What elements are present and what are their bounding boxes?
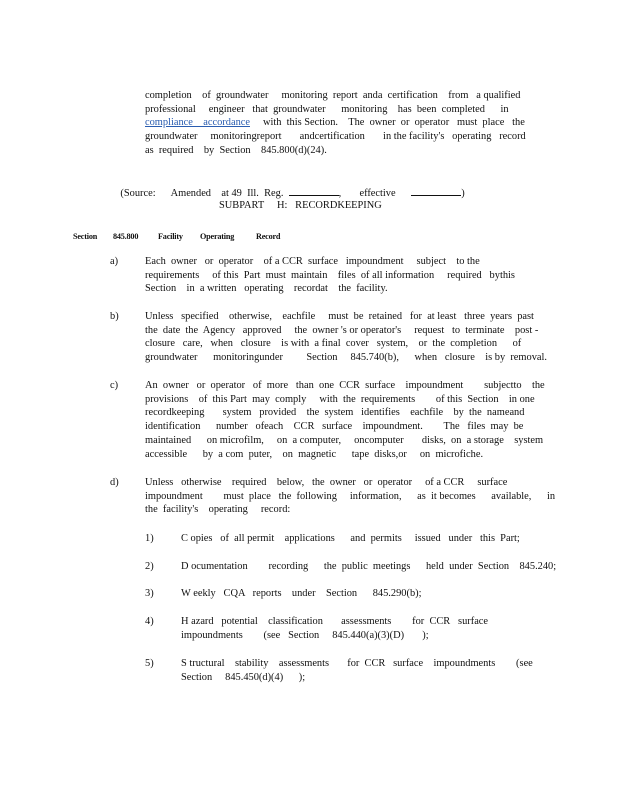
item-4-label: 4) — [145, 616, 154, 627]
section-heading — [0, 230, 618, 242]
text-line: groundwater monitoringreport andcertification in the facility's operating record — [145, 131, 526, 143]
subpart-title: SUBPART H: RECORDKEEPING — [219, 200, 382, 211]
text-line — [145, 116, 540, 130]
text-line: Section in a written operating recordat the facility. — [145, 283, 388, 295]
paragraph-c-label: c) — [110, 380, 119, 391]
paragraph-b — [145, 310, 547, 365]
paragraph-a — [145, 255, 540, 296]
item-2-label: 2) — [145, 561, 154, 572]
text-line: recordkeeping system provided the system identifies eachfile by the nameand — [145, 407, 525, 419]
amended-text: Amended at 49 Ill. Reg. — [170, 187, 284, 199]
item-3-label: 3) — [145, 588, 154, 599]
text-line: S tructural stability assessments for CCR surface impoundments (see — [181, 658, 533, 669]
text-line: Section 845.450(d)(4) ); — [181, 671, 306, 683]
text-line: impoundment must place the following information, as it becomes available, in — [145, 490, 556, 502]
paragraph-d-label: d) — [110, 477, 119, 488]
item-4 — [181, 615, 541, 642]
item-3 — [181, 587, 541, 601]
text-line: An owner or operator of more than one CCR surface impoundment subjectto the — [145, 380, 545, 391]
text-line: D ocumentation recording the public meetings held under Section 845.240; — [181, 561, 557, 572]
heading-word-record: Record — [256, 232, 281, 241]
text-line: Unless specified otherwise, eachfile must be retained for at least three years past — [145, 311, 534, 322]
effective-label: effective — [359, 187, 396, 199]
paragraph-b-label: b) — [110, 311, 119, 322]
item-1-label: 1) — [145, 533, 154, 544]
text-line: the facility's operating record: — [145, 504, 291, 516]
close-paren: ) — [461, 187, 465, 199]
text-line: impoundments (see Section 845.440(a)(3)(D) ); — [181, 629, 429, 641]
reg-blank — [289, 186, 339, 196]
section-number: 845.800 — [113, 232, 139, 241]
text-line: groundwater monitoringunder Section 845.740(b), when closure is by removal. — [145, 352, 547, 364]
text-line: as required by Section 845.800(d)(24). — [145, 144, 327, 156]
item-5 — [181, 657, 541, 684]
item-5-label: 5) — [145, 658, 154, 669]
text-line: professional engineer that groundwater monitoring has been completed in — [145, 103, 509, 115]
paragraph-c — [145, 379, 545, 461]
comma: , — [338, 187, 342, 199]
effective-blank — [411, 186, 461, 196]
text-line: requirements of this Part must maintain files of all information required bythis — [145, 269, 515, 281]
text-line: W eekly CQA reports under Section 845.290(b); — [181, 588, 422, 599]
text-line: C opies of all permit applications and permits issued under this Part; — [181, 533, 520, 544]
heading-word-facility: Facility — [158, 232, 183, 241]
text-line: maintained on microfilm, on a computer, oncomputer disks, on a storage system — [145, 434, 544, 446]
text-line: closure care, when closure is with a final cover system, or the completion of — [145, 338, 522, 350]
text-line: the date the Agency approved the owner 's or operator's request to terminate post - — [145, 324, 539, 336]
heading-word-operating: Operating — [200, 232, 235, 241]
top-paragraph — [145, 89, 540, 158]
item-2 — [181, 560, 557, 574]
paragraph-a-label: a) — [110, 256, 119, 267]
text-line: completion of groundwater monitoring report anda certification from a qualified — [145, 90, 521, 101]
text-line: Each owner or operator of a CCR surface impoundment subject to the — [145, 256, 480, 267]
text-fragment: with this Section. The owner or operator must place the — [250, 117, 525, 129]
text-line: identification number ofeach CCR surface impoundment. The files may be — [145, 421, 524, 433]
compliance-link[interactable]: compliance accordance — [145, 117, 250, 129]
text-line: provisions of this Part may comply with the requirements of this Section in one — [145, 393, 535, 405]
source-label: (Source: — [120, 187, 156, 199]
item-1 — [181, 532, 541, 546]
text-line: Unless otherwise required below, the owner or operator of a CCR surface — [145, 477, 508, 488]
text-line: H azard potential classification assessments for CCR surface — [181, 616, 489, 627]
text-line: accessible by a com puter, on magnetic tape disks,or on microfiche. — [145, 448, 484, 460]
paragraph-d — [145, 476, 556, 517]
section-word: Section — [73, 232, 98, 241]
